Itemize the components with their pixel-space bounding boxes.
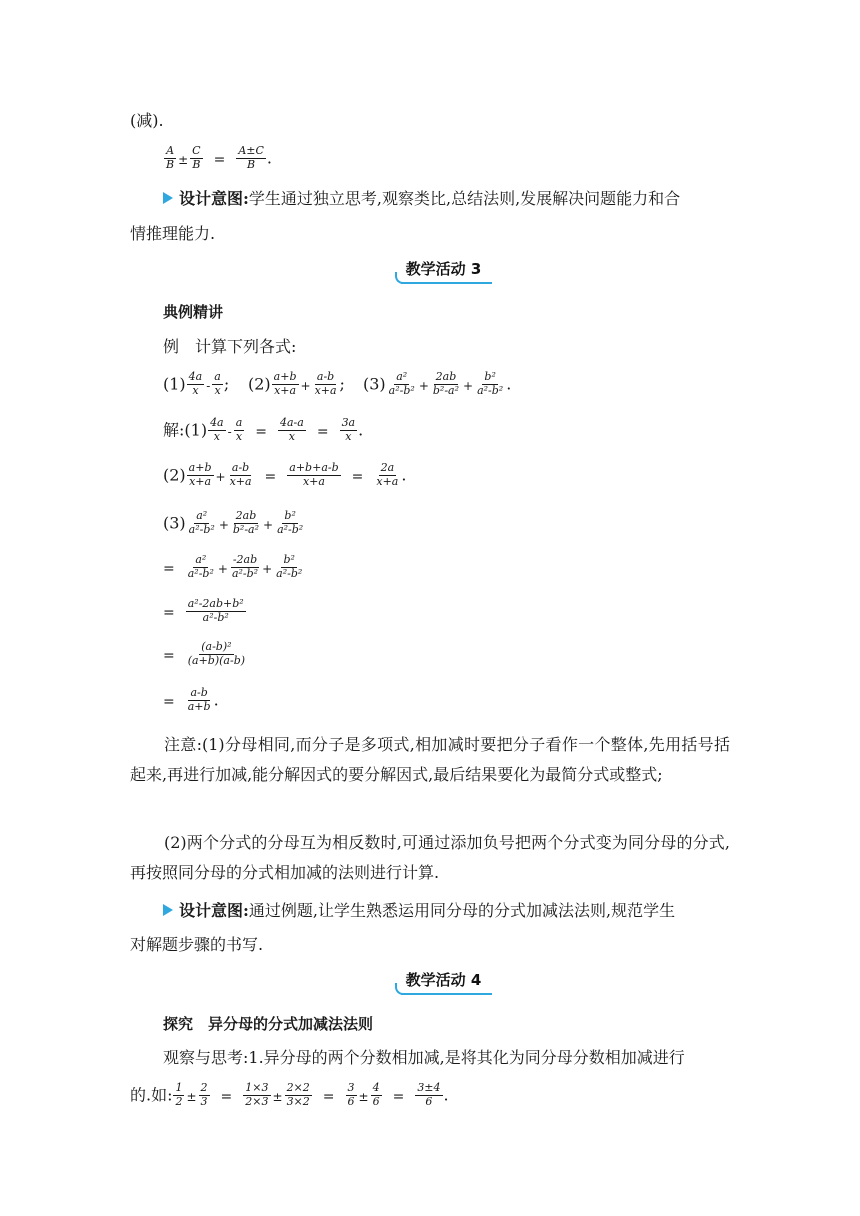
example-prompt: 例 计算下列各式:: [163, 337, 297, 356]
solution-1: 解:(1) $\frac{4a}{x}$ - $\frac{a}{x}$ = $\frac{4a-a}{x}$ = $\frac{3a}{x}$ .: [163, 416, 364, 443]
solution-3: (3) $\frac{\text{a²}}{\text{a²-b²}}$ + $\frac{2ab}{\text{b²-a²}}$ + $\frac{\text{b²}}{\text{a²-b²}}$: [163, 509, 304, 536]
solution-3-step-4: = $\frac{\text{(a-b)²}}{(a+b)(a-b)}$: [163, 640, 246, 667]
design-intent-2-cont: 对解题步骤的书写.: [130, 935, 264, 954]
banner-hook-icon: [395, 272, 405, 284]
design-intent-1-cont: 情推理能力.: [130, 224, 216, 243]
solution-3-step-2: = $\frac{\text{a²}}{\text{a²-b²}}$ + $\frac{-2ab}{\text{a²-b²}}$ + $\frac{\text{b²}}{\text{a²-b²}}$: [163, 553, 303, 580]
rule-formula: $\frac{A}{B}$ ± $\frac{C}{B}$ = $\frac{A\pm C}{B}$ .: [166, 144, 272, 171]
problem-2: (2) $\frac{a+b}{x+a}$ + $\frac{a-b}{x+a}$ ;: [248, 370, 345, 397]
explore-text: 观察与思考:1.异分母的两个分数相加减,是将其化为同分母分数相加减进行: [163, 1048, 685, 1067]
example-heading: 典例精讲: [163, 303, 224, 321]
design-intent-label: 设计意图:: [179, 189, 249, 208]
solution-3-step-5: = $\frac{a-b}{a+b}$ .: [163, 686, 219, 713]
fraction: $\frac{C}{B}$: [192, 144, 201, 171]
solution-3-step-3: = $\frac{\text{a²-2ab+b²}}{\text{a²-b²}}$: [163, 597, 244, 624]
activity-3-banner: 教学活动 3: [395, 258, 492, 284]
note-1: 注意:(1)分母相同,而分子是多项式,相加减时要把分子看作一个整体,先用括号括起来,再进行加减,能分解因式的要分解因式,最后结果要化为最简分式或整式;: [130, 735, 730, 784]
problem-1: (1) $\frac{4a}{x}$ - $\frac{a}{x}$ ;: [163, 370, 230, 397]
design-intent-label: 设计意图:: [179, 901, 249, 920]
explore-heading: 探究 异分母的分式加减法法则: [163, 1015, 374, 1033]
intro-tail: (减).: [130, 111, 164, 130]
triangle-bullet-icon: [163, 192, 173, 204]
design-intent-1: 设计意图:学生通过独立思考,观察类比,总结法则,发展解决问题能力和合: [163, 191, 680, 207]
triangle-bullet-icon: [163, 904, 173, 916]
note-2: (2)两个分式的分母互为相反数时,可通过添加负号把两个分式变为同分母的分式,再按照同分母的分式相加减的法则进行计算.: [130, 833, 730, 882]
design-intent-2: 设计意图:通过例题,让学生熟悉运用同分母的分式加减法法则,规范学生: [163, 903, 675, 919]
solution-2: (2) $\frac{a+b}{x+a}$ + $\frac{a-b}{x+a}$ = $\frac{a+b+a-b}{x+a}$ = $\frac{2a}{x+a}$ .: [163, 461, 407, 488]
activity-4-banner: 教学活动 4: [395, 969, 492, 995]
banner-hook-icon: [395, 983, 405, 995]
fraction: $\frac{A}{B}$: [166, 144, 175, 171]
explore-example: 的.如: $\frac{1}{2}$ ± $\frac{2}{3}$ = $\frac{1\times 3}{2\times 3}$ ± $\frac{2\times 2}{3\times 2}$ = $\frac{3}{6}$ ± $\frac{4}{6}$ = $\frac{3\pm 4}{6}$ .: [130, 1081, 449, 1108]
problem-3: (3) $\frac{\text{a²}}{\text{a²-b²}}$ + $\frac{2ab}{\text{b²-a²}}$ + $\frac{\text{b²}}{\text{a²-b²}}$ .: [363, 370, 512, 397]
fraction: $\frac{A\pm C}{B}$: [238, 144, 264, 171]
